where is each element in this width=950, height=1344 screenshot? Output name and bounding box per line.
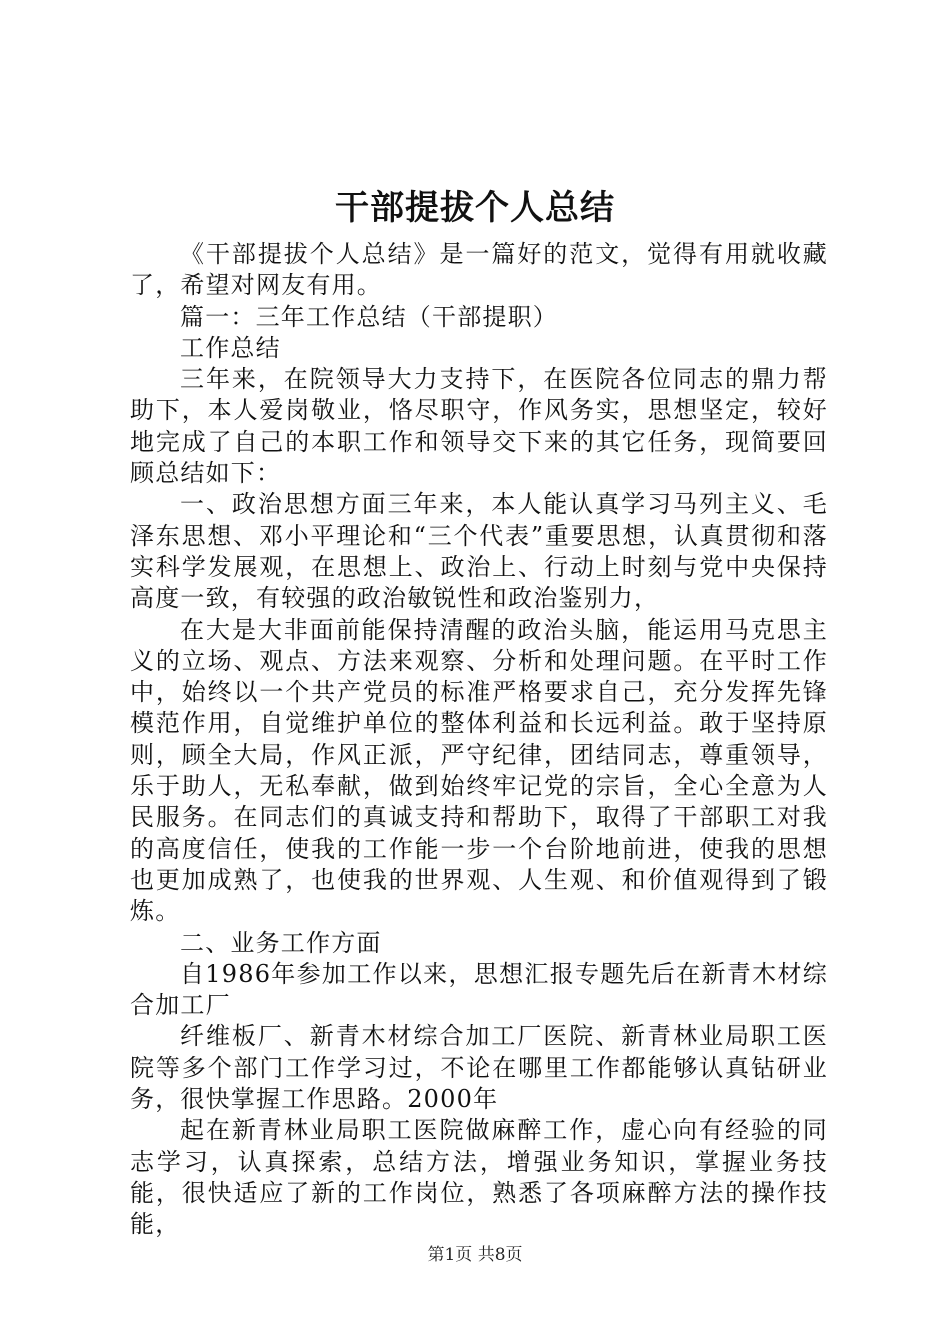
document-body bbox=[130, 239, 828, 1241]
paragraph-career-departments: 纤维板厂、新青木材综合加工厂医院、新青林业局职工医院等多个部门工作学习过，不论在哪里工作都能够认真钻研业务，很快掌握工作思路。2000年 bbox=[130, 1022, 828, 1114]
paragraph-principles: 在大是大非面前能保持清醒的政治头脑，能运用马克思主义的立场、观点、方法来观察、分析和处理问题。在平时工作中，始终以一个共产党员的标准严格要求自己，充分发挥先锋模范作用，自觉维护单位的整体利益和长远利益。敢于坚持原则，顾全大局，作风正派，严守纪律，团结同志，尊重领导，乐于助人，无私奉献，做到始终牢记党的宗旨，全心全意为人民服务。在同志们的真诚支持和帮助下，取得了干部职工对我的高度信任，使我的工作能一步一个台阶地前进，使我的思想也更加成熟了，也使我的世界观、人生观、和价值观得到了锻炼。 bbox=[130, 615, 828, 926]
paragraph-chapter-heading: 篇一：三年工作总结（干部提职） bbox=[180, 302, 558, 331]
paragraph-intro: 《干部提拔个人总结》是一篇好的范文，觉得有用就收藏了，希望对网友有用。 bbox=[130, 240, 828, 300]
document-title: 干部提拔个人总结 bbox=[335, 188, 615, 228]
paragraph-political: 一、政治思想方面三年来，本人能认真学习马列主义、毛泽东思想、邓小平理论和“三个代表”重要思想，认真贯彻和落实科学发展观，在思想上、政治上、行动上时刻与党中央保持高度一致，有较强的政治敏锐性和政治鉴别力， bbox=[130, 490, 828, 613]
paragraph-anesthesia: 起在新青林业局职工医院做麻醉工作，虚心向有经验的同志学习，认真探索，总结方法，增强业务知识，掌握业务技能，很快适应了新的工作岗位，熟悉了各项麻醉方法的操作技能， bbox=[130, 1116, 828, 1239]
paragraph-work-heading: 二、业务工作方面 bbox=[180, 928, 382, 957]
page-footer: 第1页 共8页 bbox=[427, 1245, 523, 1265]
paragraph-overview: 三年来，在院领导大力支持下，在医院各位同志的鼎力帮助下，本人爱岗敬业，恪尽职守，作风务实，思想坚定，较好地完成了自己的本职工作和领导交下来的其它任务，现简要回顾总结如下： bbox=[130, 365, 828, 488]
paragraph-section-heading: 工作总结 bbox=[180, 333, 281, 362]
paragraph-career-start: 自1986年参加工作以来，思想汇报专题先后在新青木材综合加工厂 bbox=[130, 959, 828, 1020]
